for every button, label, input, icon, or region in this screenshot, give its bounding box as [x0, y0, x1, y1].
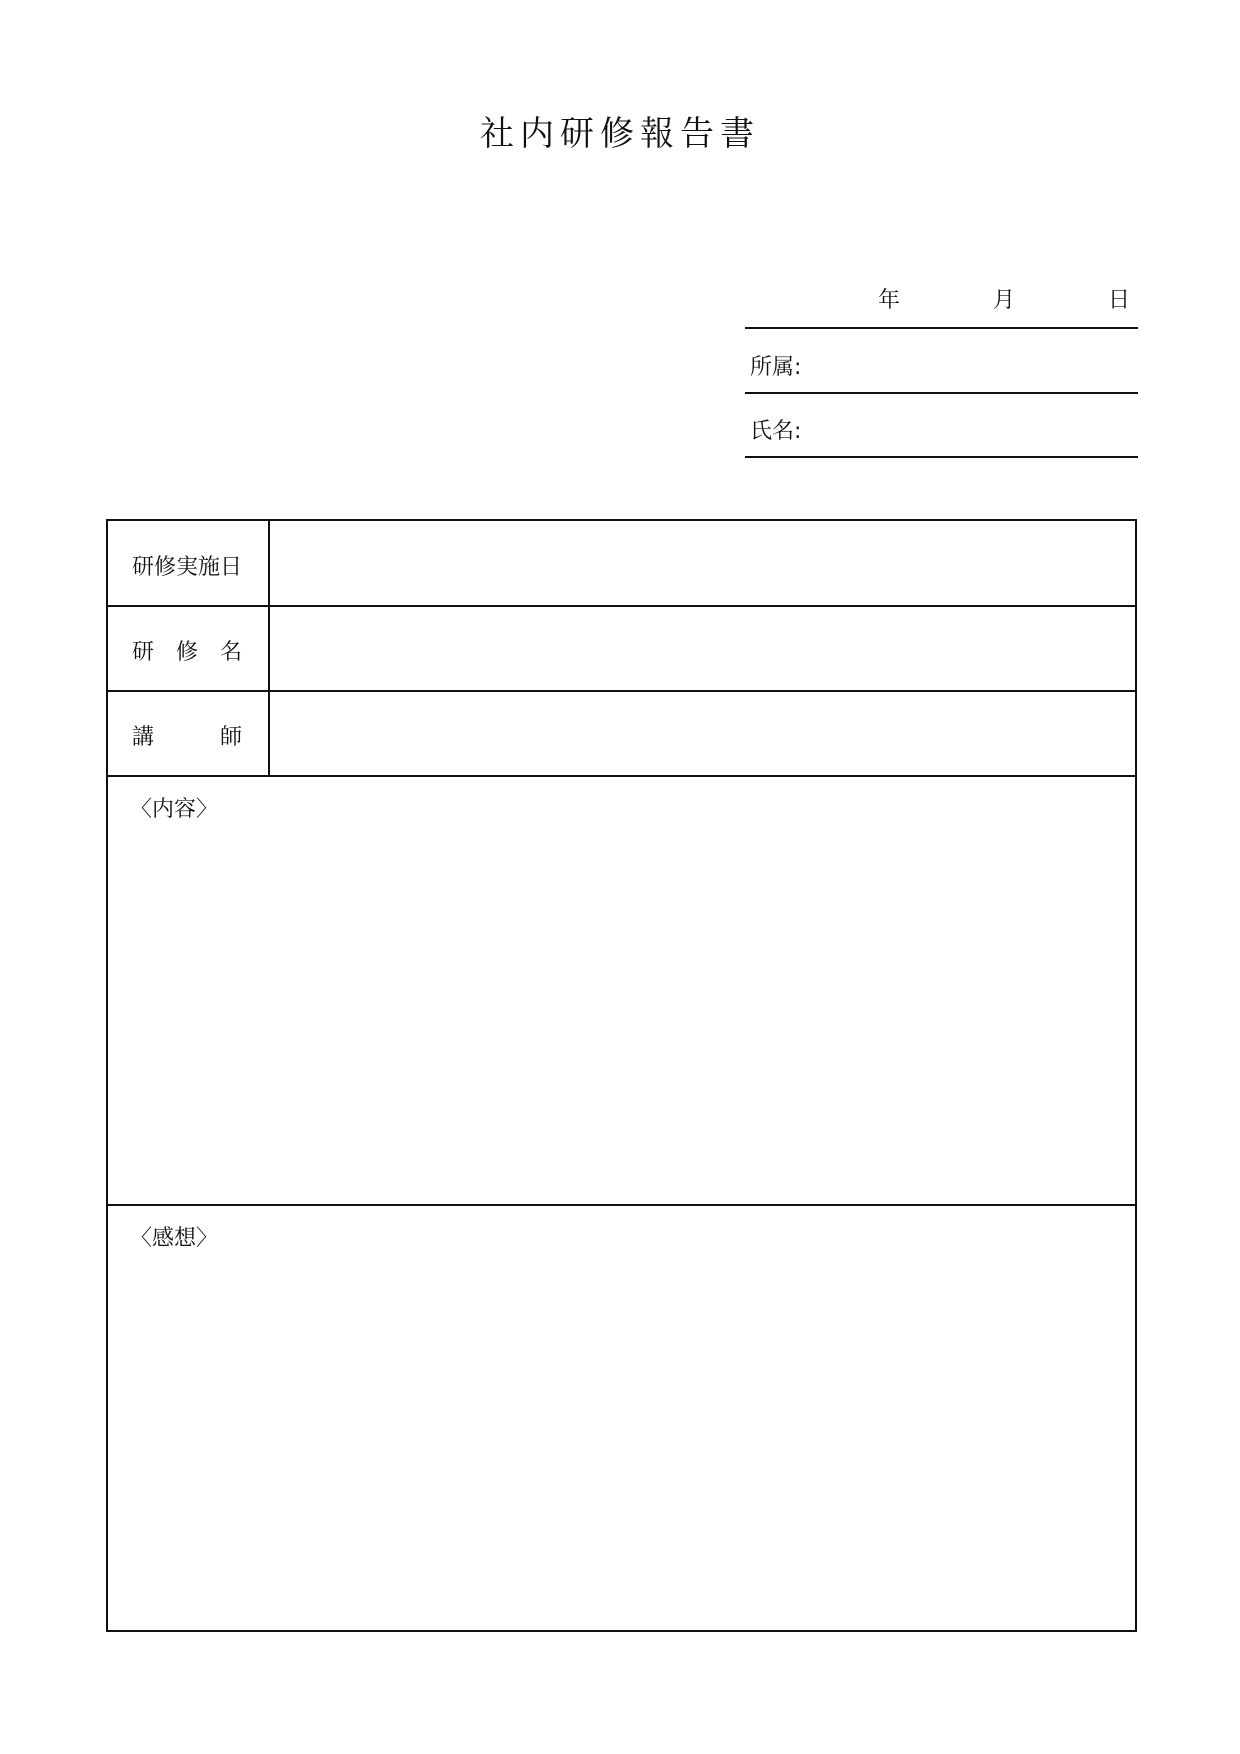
date-line[interactable] [745, 277, 1138, 329]
training-name-label-cell [108, 606, 270, 690]
training-name-row [108, 606, 1135, 692]
date-day-label: 日 [1108, 288, 1131, 313]
document-title: 社内研修報告書 [480, 114, 760, 154]
impression-section[interactable] [108, 1206, 1135, 1632]
date-month-label: 月 [993, 288, 1016, 313]
affiliation-label: 所属: [750, 355, 802, 380]
date-year-label: 年 [878, 288, 901, 313]
instructor-label-cell [108, 691, 270, 775]
training-date-label: 研修実施日 [132, 555, 243, 580]
training-name-label: 研 修 名 [132, 640, 243, 665]
name-field[interactable] [745, 394, 1138, 458]
instructor-label: 講 師 [132, 725, 243, 750]
content-section[interactable] [108, 777, 1135, 1206]
training-date-row [108, 521, 1135, 607]
content-label: 〈内容〉 [130, 797, 219, 822]
name-label: 氏名: [750, 419, 802, 444]
report-form-table [106, 519, 1137, 1632]
affiliation-field[interactable] [745, 330, 1138, 394]
instructor-row [108, 691, 1135, 777]
training-date-label-cell [108, 521, 270, 605]
impression-label: 〈感想〉 [130, 1226, 219, 1251]
